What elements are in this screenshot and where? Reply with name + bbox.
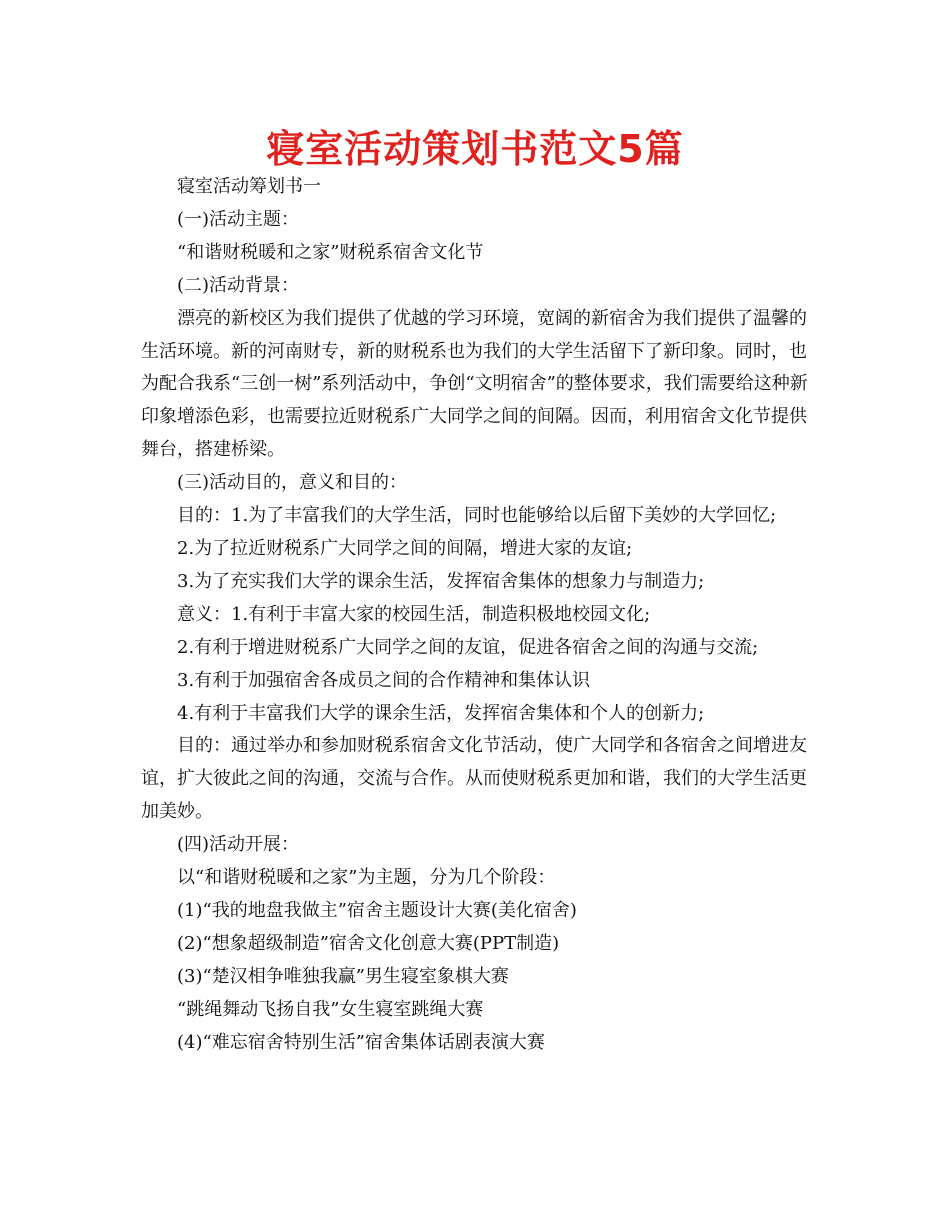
paragraph: (2)“想象超级制造”宿舍文化创意大赛(PPT制造) bbox=[177, 932, 560, 954]
paragraph: 4.有利于丰富我们大学的课余生活，发挥宿舍集体和个人的创新力; bbox=[177, 702, 705, 724]
paragraph: 3.有利于加强宿舍各成员之间的合作精神和集体认识 bbox=[177, 669, 591, 691]
document-title: 寝室活动策划书范文5篇 bbox=[266, 127, 684, 171]
paragraph: (二)活动背景： bbox=[177, 274, 300, 296]
paragraph: 目的：1.为了丰富我们的大学生活，同时也能够给以后留下美妙的大学回忆; bbox=[177, 505, 777, 527]
paragraph: 意义：1.有利于丰富大家的校园生活，制造积极地校园文化; bbox=[177, 603, 651, 625]
paragraph: 漂亮的新校区为我们提供了优越的学习环境，宽阔的新宿舍为我们提供了温馨的生活环境。新的河南财专，新的财税系也为我们的大学生活留下了新印象。同时，也为配合我系“三创一树”系列活动中，争创“文明宿舍”的整体要求，我们需要给这种新印象增添色彩，也需要拉近财税系广大同学之间的间隔。因而，利用宿舍文化节提供舞台，搭建桥梁。 bbox=[141, 307, 808, 461]
paragraph: (4)“难忘宿舍特别生活”宿舍集体话剧表演大赛 bbox=[177, 1031, 545, 1053]
paragraph: (四)活动开展： bbox=[177, 834, 300, 856]
paragraph: (三)活动目的，意义和目的： bbox=[177, 472, 408, 494]
paragraph: 2.有利于增进财税系广大同学之间的友谊，促进各宿舍之间的沟通与交流; bbox=[177, 636, 759, 658]
document-body bbox=[141, 171, 811, 1059]
paragraph: (1)“我的地盘我做主”宿舍主题设计大赛(美化宿舍) bbox=[177, 899, 577, 921]
paragraph: 2.为了拉近财税系广大同学之间的间隔，增进大家的友谊; bbox=[177, 537, 633, 559]
paragraph: 以“和谐财税暖和之家”为主题，分为几个阶段： bbox=[177, 867, 556, 889]
paragraph: 目的：通过举办和参加财税系宿舍文化节活动，使广大同学和各宿舍之间增进友谊，扩大彼此之间的沟通，交流与合作。从而使财税系更加和谐，我们的大学生活更加美妙。 bbox=[141, 735, 807, 823]
paragraph: 寝室活动筹划书一 bbox=[177, 176, 321, 197]
paragraph: “跳绳舞动飞扬自我”女生寝室跳绳大赛 bbox=[177, 998, 484, 1020]
paragraph: (一)活动主题： bbox=[177, 208, 300, 230]
paragraph: (3)“楚汉相争唯独我赢”男生寝室象棋大赛 bbox=[177, 965, 509, 987]
paragraph: “和谐财税暖和之家”财税系宿舍文化节 bbox=[177, 241, 484, 263]
paragraph: 3.为了充实我们大学的课余生活，发挥宿舍集体的想象力与制造力; bbox=[177, 570, 705, 592]
